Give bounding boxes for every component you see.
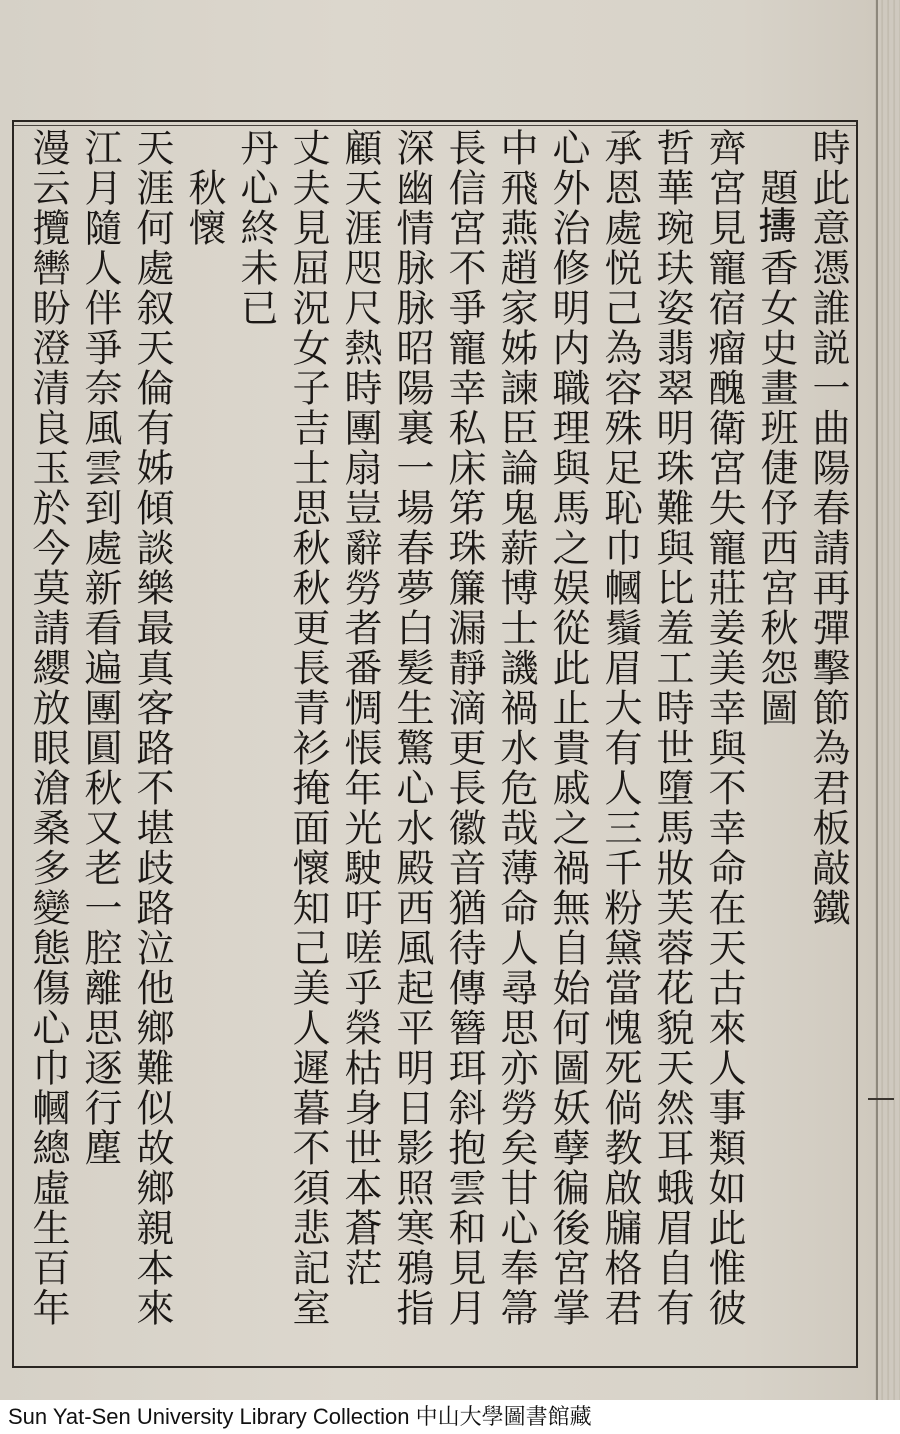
text-column-16: 漫云攬轡盼澄清良玉於今莫請纓放眼滄桑多變態傷心巾幗總虛生百年 [26,128,70,1328]
text-column-11: 丈夫見屈況女子吉士思秋秋更長青衫掩面懷知己美人遲暮不須悲記室 [286,128,330,1328]
text-column-4: 哲華琬玞姿翡翠明珠難與比羞工時世墮馬妝芙蓉花貌天然耳蛾眉自有 [650,128,694,1328]
text-column-7: 中飛燕趙家姊諫臣論鬼薪博士譏禍水危哉薄命人尋思亦勞矣甘心奉箒 [494,128,538,1328]
text-column-5: 承恩處悦己為容殊足恥巾幗鬚眉大有人三千粉黛當愧死倘教啟牖格君 [598,128,642,1328]
text-column-8: 長信宮不爭寵幸私床笫珠簾漏靜滴更長徽音猶待傳簪珥斜抱雲和見月 [442,128,486,1328]
text-column-6: 心外治修明内職理與馬之娱從此止貴戚之禍無自始何圖妖孽徧後宮掌 [546,128,590,1328]
text-column-15: 江月隨人伴爭奈風雲到處新看遍團圓秋又老一腔離思逐行塵 [78,128,122,1168]
text-column-10: 顧天涯咫尺熱時團扇豈辭勞者番惆悵年光駛吁嗟乎榮枯身世本蒼茫 [338,128,382,1288]
library-collection-caption: Sun Yat-Sen University Library Collection 中山大學圖書館藏 [8,1404,592,1429]
text-column-3: 齊宮見寵宿瘤醜衛宮失寵莊姜美幸與不幸命在天古來人事類如此惟彼 [702,128,746,1328]
text-columns [18,128,854,1360]
page-edge-line [876,0,878,1400]
text-column-12: 丹心終未已 [234,128,278,328]
page-tab-mark [868,1098,894,1100]
text-column-1: 時此意憑誰説一曲陽春請再彈擊節為君板敲鐵 [806,128,850,928]
frame-inner-line [14,125,856,126]
text-column-14: 天涯何處叙天倫有姊傾談樂最真客路不堪歧路泣他鄉難似故鄉親本來 [130,128,174,1328]
text-column-2: 題𢷬香女史畫班倢伃西宮秋怨圖 [754,128,798,728]
text-column-9: 深幽情脉脉昭陽裏一場春夢白髪生驚心水殿西風起平明日影照寒鴉指 [390,128,434,1328]
text-column-13: 秋懷 [182,128,226,248]
